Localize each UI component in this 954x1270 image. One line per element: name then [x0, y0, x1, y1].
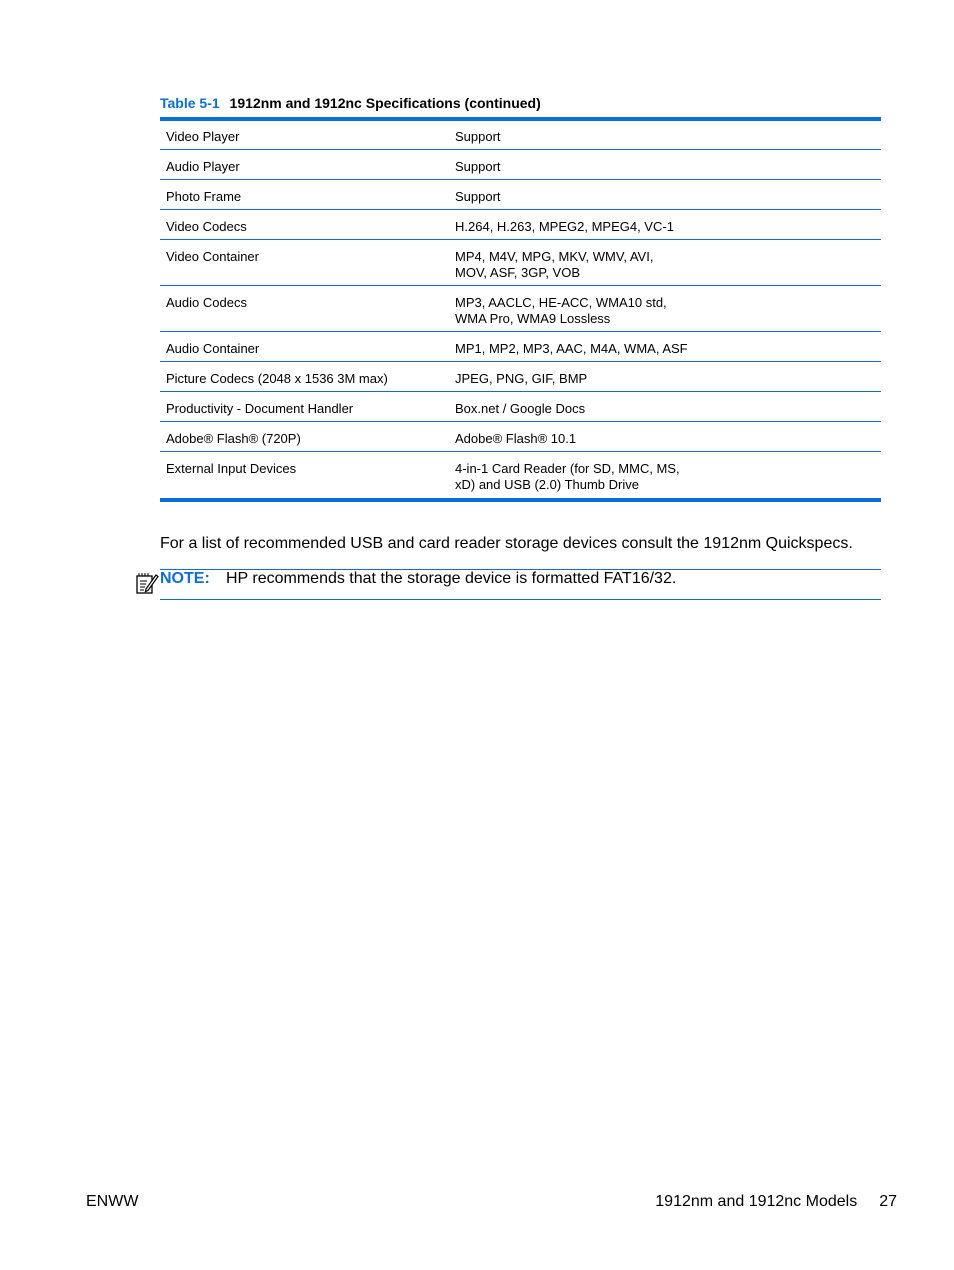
table-row	[160, 180, 881, 210]
feature-cell: Adobe® Flash® (720P)	[166, 431, 301, 446]
value-cell: H.264, H.263, MPEG2, MPEG4, VC-1	[455, 219, 674, 234]
page-number: 27	[879, 1193, 897, 1210]
value-cell	[455, 286, 881, 331]
value-cell: Adobe® Flash® 10.1	[455, 431, 577, 446]
specifications-table	[160, 117, 881, 502]
value-cell	[455, 452, 881, 498]
body-paragraph: For a list of recommended USB and card reader storage devices consult the 1912nm Quickspecs.	[160, 535, 853, 552]
table-row	[160, 332, 881, 362]
table-row	[160, 422, 881, 452]
table-row	[160, 210, 881, 240]
feature-cell: Audio Container	[166, 341, 260, 356]
note-text: HP recommends that the storage device is formatted FAT16/32.	[226, 570, 677, 587]
table-number: Table 5-1	[160, 95, 220, 111]
table-row	[160, 392, 881, 422]
note-label: NOTE:	[160, 570, 210, 587]
value-line: 4-in-1 Card Reader (for SD, MMC, MS,	[455, 461, 680, 476]
value-cell: Support	[455, 129, 501, 144]
feature-cell: Video Container	[166, 249, 259, 264]
table-title: 1912nm and 1912nc Specifications (continued)	[229, 95, 541, 111]
value-line: WMA Pro, WMA9 Lossless	[455, 311, 611, 326]
table-caption	[160, 94, 541, 112]
value-line: MP4, M4V, MPG, MKV, WMV, AVI,	[455, 249, 654, 264]
feature-cell: External Input Devices	[166, 461, 297, 476]
table-row	[160, 362, 881, 392]
feature-cell: Photo Frame	[166, 189, 242, 204]
feature-cell: Video Codecs	[166, 219, 247, 234]
value-cell: MP1, MP2, MP3, AAC, M4A, WMA, ASF	[455, 341, 688, 356]
table-row	[160, 150, 881, 180]
footer-section-title: 1912nm and 1912nc Models	[655, 1193, 858, 1210]
footer-right	[655, 1193, 897, 1211]
value-line: xD) and USB (2.0) Thumb Drive	[455, 477, 639, 492]
value-cell: Box.net / Google Docs	[455, 401, 586, 416]
table-row	[160, 121, 881, 150]
feature-cell: Picture Codecs (2048 x 1536 3M max)	[166, 371, 388, 386]
value-cell: JPEG, PNG, GIF, BMP	[455, 371, 588, 386]
value-cell	[455, 240, 881, 285]
note-pencil-icon	[135, 571, 159, 595]
feature-cell: Audio Player	[166, 159, 240, 174]
feature-cell: Video Player	[166, 129, 240, 144]
feature-cell: Audio Codecs	[166, 295, 247, 310]
table-row	[160, 240, 881, 286]
value-line: MOV, ASF, 3GP, VOB	[455, 265, 581, 280]
value-cell: Support	[455, 189, 501, 204]
value-line: MP3, AACLC, HE-ACC, WMA10 std,	[455, 295, 667, 310]
footer-left: ENWW	[86, 1193, 139, 1210]
value-cell: Support	[455, 159, 501, 174]
note-box	[160, 569, 881, 600]
feature-cell: Productivity - Document Handler	[166, 401, 354, 416]
table-row	[160, 286, 881, 332]
table-row	[160, 452, 881, 498]
